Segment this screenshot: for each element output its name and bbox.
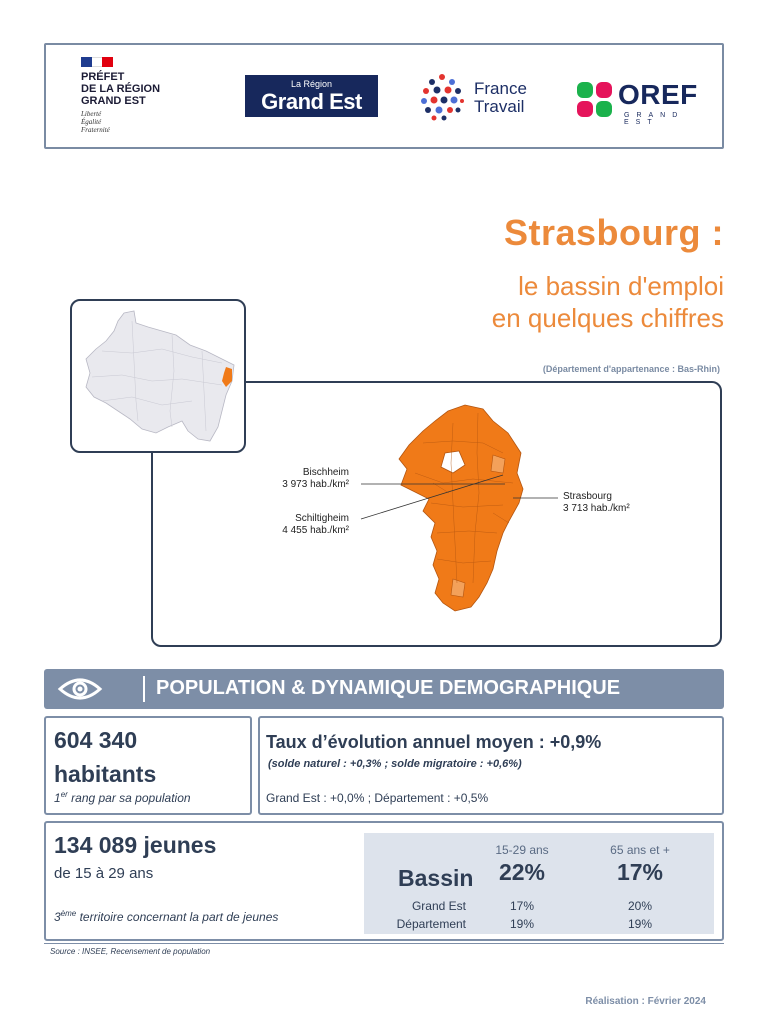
france-travail-dots-icon: [420, 73, 464, 121]
youth-number: 134 089 jeunes: [54, 832, 217, 858]
oref-leaves-icon: [576, 81, 614, 119]
bassin-15-29: 22%: [498, 859, 546, 885]
section-separator: [143, 676, 145, 702]
evolution-card: [258, 716, 724, 815]
grandest-small: La Région: [290, 79, 333, 89]
logo-banner: [44, 43, 724, 149]
schiltigheim-label: Schiltigheim 4 455 hab./km²: [282, 513, 349, 536]
grandest-big: Grand Est: [261, 89, 362, 114]
youth-rank: [54, 909, 278, 924]
population-card: [44, 716, 252, 815]
bassin-65-plus: 17%: [616, 859, 664, 885]
eye-icon: [56, 674, 104, 704]
prefet-title: PRÉFET DE LA RÉGION GRAND EST: [81, 71, 161, 107]
age-stats-table: [364, 833, 714, 934]
france-travail-logo: [420, 69, 550, 125]
prefet-logo: [81, 57, 201, 134]
youth-rank-num: 3: [54, 910, 61, 924]
page-title: Strasbourg :: [503, 212, 724, 253]
population-rank-sup: er: [60, 790, 68, 799]
evolution-title: Taux d’évolution annuel moyen : +0,9%: [266, 732, 602, 752]
zone-area: [399, 405, 523, 611]
prefet-motto: Liberté Égalité Fraternité: [81, 110, 110, 134]
department-note: (Département d'appartenance : Bas-Rhin): [542, 364, 720, 374]
realisation-date: Réalisation : Février 2024: [585, 996, 706, 1007]
section-title: POPULATION & DYNAMIQUE DEMOGRAPHIQUE: [156, 677, 621, 699]
bischheim-label: Bischheim 3 973 hab./km²: [282, 467, 349, 490]
strasbourg-label: Strasbourg 3 713 hab./km²: [563, 491, 630, 514]
youth-rank-text: territoire concernant la part de jeunes: [76, 910, 279, 924]
french-flag-icon: [81, 57, 113, 67]
population-rank-num: 1: [54, 791, 61, 805]
row-label-grandest: Grand Est: [411, 899, 466, 913]
source-note: Source : INSEE, Recensement de population: [50, 947, 211, 956]
grandest-logo: [245, 75, 378, 117]
population-rank: [54, 790, 191, 805]
oref-text: OREF: [618, 79, 698, 110]
grandest-65-plus: 20%: [627, 899, 653, 913]
oref-logo: [576, 75, 711, 126]
youth-subtitle: de 15 à 29 ans: [54, 865, 154, 882]
departement-15-29: 19%: [509, 917, 535, 931]
region-shape: [72, 301, 248, 455]
row-label-bassin: Bassin: [398, 865, 474, 891]
youth-card: [44, 821, 724, 941]
evolution-compare: Grand Est : +0,0% ; Département : +0,5%: [266, 791, 489, 805]
row-label-departement: Département: [396, 917, 466, 931]
grandest-15-29: 17%: [509, 899, 535, 913]
youth-rank-sup: ème: [60, 909, 77, 918]
section-header: [44, 669, 724, 709]
evolution-detail: (solde naturel : +0,3% ; solde migratoire : +0,6%): [268, 758, 522, 770]
region-locator-map: [70, 299, 246, 453]
departement-65-plus: 19%: [627, 917, 653, 931]
population-rank-text: rang par sa population: [67, 791, 191, 805]
population-unit: habitants: [54, 761, 157, 787]
col-header-65-plus: 65 ans et +: [610, 843, 670, 857]
col-header-15-29: 15-29 ans: [495, 843, 549, 857]
population-number: 604 340: [54, 727, 138, 753]
oref-subtext: GRAND EST: [624, 112, 685, 126]
france-travail-text: France Travail: [474, 79, 527, 116]
source-divider: [44, 943, 724, 944]
page-subtitle: le bassin d'emploi en quelques chiffres: [491, 271, 724, 333]
